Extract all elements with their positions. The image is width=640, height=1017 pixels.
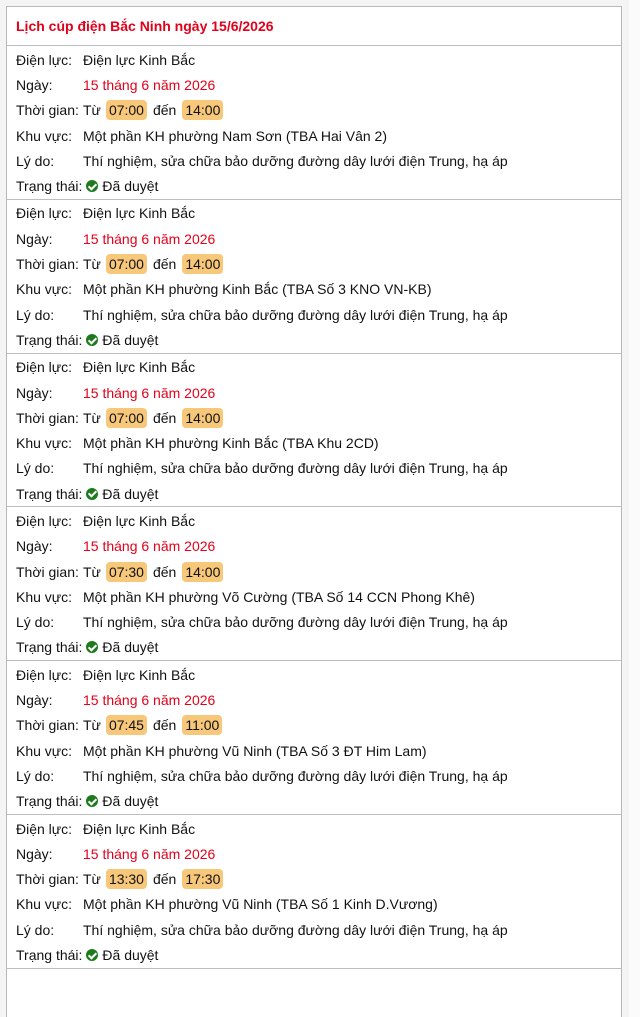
date-label: Ngày:	[16, 538, 53, 555]
date-value: 15 tháng 6 năm 2026	[83, 845, 216, 862]
unit-row	[7, 47, 621, 72]
unit-row	[7, 816, 621, 841]
from-label: Từ	[83, 563, 101, 580]
to-label: đến	[152, 563, 177, 580]
to-label: đến	[152, 409, 177, 426]
reason-value: Thí nghiệm, sửa chữa bảo dưỡng đường dây lưới điện Trung, hạ áp	[83, 921, 508, 938]
area-row	[7, 738, 621, 763]
status-label: Trạng thái:	[16, 178, 83, 195]
start-time-badge: 07:00	[106, 254, 147, 274]
check-circle-icon	[86, 334, 98, 346]
outage-schedule-panel	[6, 6, 622, 1017]
outage-entry	[7, 507, 621, 661]
status-badge: Đã duyệt	[102, 178, 159, 195]
unit-value: Điện lực Kinh Bắc	[83, 51, 196, 68]
date-row	[7, 534, 621, 559]
unit-label: Điện lực:	[16, 205, 73, 222]
date-label: Ngày:	[16, 845, 53, 862]
time-row	[7, 251, 621, 276]
area-row	[7, 123, 621, 148]
time-label: Thời gian:	[16, 256, 79, 273]
date-value: 15 tháng 6 năm 2026	[83, 692, 216, 709]
to-label: đến	[152, 871, 177, 888]
area-value: Một phần KH phường Vũ Ninh (TBA Số 3 ĐT Him Lam)	[83, 742, 427, 759]
time-label: Thời gian:	[16, 409, 79, 426]
area-label: Khu vực:	[16, 435, 73, 452]
reason-value: Thí nghiệm, sửa chữa bảo dưỡng đường dây lưới điện Trung, hạ áp	[83, 306, 508, 323]
unit-value: Điện lực Kinh Bắc	[83, 666, 196, 683]
date-label: Ngày:	[16, 384, 53, 401]
status-badge: Đã duyệt	[102, 331, 159, 348]
start-time-badge: 13:30	[106, 869, 147, 889]
status-row	[7, 327, 621, 352]
scrollbar[interactable]	[629, 0, 640, 1017]
status-label: Trạng thái:	[16, 793, 83, 810]
reason-label: Lý do:	[16, 306, 55, 323]
date-row	[7, 841, 621, 866]
status-row	[7, 481, 621, 506]
reason-row	[7, 148, 621, 173]
status-row	[7, 789, 621, 814]
from-label: Từ	[83, 102, 101, 119]
date-value: 15 tháng 6 năm 2026	[83, 230, 216, 247]
unit-value: Điện lực Kinh Bắc	[83, 205, 196, 222]
from-label: Từ	[83, 871, 101, 888]
reason-row	[7, 610, 621, 635]
start-time-badge: 07:45	[106, 715, 147, 735]
end-time-badge: 17:30	[182, 869, 223, 889]
date-value: 15 tháng 6 năm 2026	[83, 384, 216, 401]
status-label: Trạng thái:	[16, 331, 83, 348]
status-badge: Đã duyệt	[102, 793, 159, 810]
area-row	[7, 584, 621, 609]
reason-value: Thí nghiệm, sửa chữa bảo dưỡng đường dây lưới điện Trung, hạ áp	[83, 614, 508, 631]
outage-entry	[7, 46, 621, 200]
status-badge: Đã duyệt	[102, 485, 159, 502]
status-label: Trạng thái:	[16, 639, 83, 656]
date-value: 15 tháng 6 năm 2026	[83, 538, 216, 555]
end-time-badge: 11:00	[182, 715, 222, 735]
reason-label: Lý do:	[16, 152, 55, 169]
status-badge: Đã duyệt	[102, 947, 159, 964]
unit-row	[7, 355, 621, 380]
area-label: Khu vực:	[16, 588, 73, 605]
to-label: đến	[152, 102, 177, 119]
outage-entry	[7, 815, 621, 969]
unit-label: Điện lực:	[16, 359, 73, 376]
time-label: Thời gian:	[16, 563, 79, 580]
time-label: Thời gian:	[16, 717, 79, 734]
area-value: Một phần KH phường Vũ Ninh (TBA Số 1 Kinh D.Vương)	[83, 896, 438, 913]
end-time-badge: 14:00	[182, 100, 223, 120]
end-time-badge: 14:00	[182, 562, 223, 582]
status-label: Trạng thái:	[16, 947, 83, 964]
unit-row	[7, 662, 621, 687]
unit-row	[7, 201, 621, 226]
area-label: Khu vực:	[16, 127, 73, 144]
status-row	[7, 173, 621, 198]
outage-entry	[7, 200, 621, 354]
reason-value: Thí nghiệm, sửa chữa bảo dưỡng đường dây lưới điện Trung, hạ áp	[83, 152, 508, 169]
status-row	[7, 942, 621, 967]
reason-label: Lý do:	[16, 460, 55, 477]
reason-label: Lý do:	[16, 767, 55, 784]
from-label: Từ	[83, 717, 101, 734]
time-label: Thời gian:	[16, 871, 79, 888]
unit-value: Điện lực Kinh Bắc	[83, 820, 196, 837]
time-row	[7, 98, 621, 123]
area-row	[7, 277, 621, 302]
to-label: đến	[152, 717, 177, 734]
start-time-badge: 07:30	[106, 562, 147, 582]
reason-row	[7, 917, 621, 942]
status-badge: Đã duyệt	[102, 639, 159, 656]
area-value: Một phần KH phường Kinh Bắc (TBA Khu 2CD)	[83, 435, 379, 452]
date-row	[7, 687, 621, 712]
outage-entry	[7, 354, 621, 508]
from-label: Từ	[83, 256, 101, 273]
end-time-badge: 14:00	[182, 254, 223, 274]
area-value: Một phần KH phường Võ Cường (TBA Số 14 CCN Phong Khê)	[83, 588, 475, 605]
reason-value: Thí nghiệm, sửa chữa bảo dưỡng đường dây lưới điện Trung, hạ áp	[83, 767, 508, 784]
check-circle-icon	[86, 488, 98, 500]
time-row	[7, 405, 621, 430]
time-label: Thời gian:	[16, 102, 79, 119]
reason-value: Thí nghiệm, sửa chữa bảo dưỡng đường dây lưới điện Trung, hạ áp	[83, 460, 508, 477]
outage-entry	[7, 661, 621, 815]
date-row	[7, 380, 621, 405]
unit-label: Điện lực:	[16, 820, 73, 837]
date-row	[7, 226, 621, 251]
unit-value: Điện lực Kinh Bắc	[83, 359, 196, 376]
reason-label: Lý do:	[16, 614, 55, 631]
unit-row	[7, 508, 621, 533]
time-row	[7, 713, 621, 738]
unit-value: Điện lực Kinh Bắc	[83, 512, 196, 529]
area-row	[7, 430, 621, 455]
from-label: Từ	[83, 409, 101, 426]
date-value: 15 tháng 6 năm 2026	[83, 76, 216, 93]
date-label: Ngày:	[16, 76, 53, 93]
reason-label: Lý do:	[16, 921, 55, 938]
start-time-badge: 07:00	[106, 408, 147, 428]
reason-row	[7, 302, 621, 327]
to-label: đến	[152, 256, 177, 273]
status-row	[7, 635, 621, 660]
time-row	[7, 559, 621, 584]
page-title: Lịch cúp điện Bắc Ninh ngày 15/6/2026	[7, 7, 621, 46]
start-time-badge: 07:00	[106, 100, 147, 120]
check-circle-icon	[86, 949, 98, 961]
entry-list	[7, 46, 621, 969]
check-circle-icon	[86, 795, 98, 807]
reason-row	[7, 763, 621, 788]
date-row	[7, 72, 621, 97]
unit-label: Điện lực:	[16, 512, 73, 529]
check-circle-icon	[86, 180, 98, 192]
date-label: Ngày:	[16, 230, 53, 247]
area-value: Một phần KH phường Kinh Bắc (TBA Số 3 KNO VN-KB)	[83, 281, 432, 298]
date-label: Ngày:	[16, 692, 53, 709]
area-label: Khu vực:	[16, 742, 73, 759]
check-circle-icon	[86, 641, 98, 653]
unit-label: Điện lực:	[16, 666, 73, 683]
time-row	[7, 867, 621, 892]
area-label: Khu vực:	[16, 896, 73, 913]
reason-row	[7, 456, 621, 481]
end-time-badge: 14:00	[182, 408, 223, 428]
area-label: Khu vực:	[16, 281, 73, 298]
area-value: Một phần KH phường Nam Sơn (TBA Hai Vân 2)	[83, 127, 387, 144]
unit-label: Điện lực:	[16, 51, 73, 68]
area-row	[7, 892, 621, 917]
status-label: Trạng thái:	[16, 485, 83, 502]
